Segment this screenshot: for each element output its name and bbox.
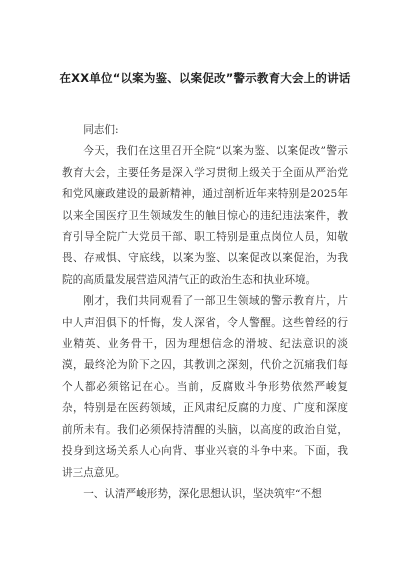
document-title: 在XX单位“以案为鉴、以案促改”警示教育大会上的讲话 (59, 71, 351, 85)
document-body (62, 120, 348, 505)
salutation: 同志们: (83, 124, 119, 136)
paragraph-1: 今天，我们在这里召开全院“以案为鉴、以案促改”警示教育大会，主要任务是深入学习贯彻上级关于全面从严治党和党风廉政建设的最新精神，通过剖析近年来特别是2025年以来全国医疗卫生领域发生的触目惊心的违纪违法案件，教育引导全院广大党员干部、职工特别是重点岗位人员，知敬畏、存戒惧、守底线，以案为鉴、以案促改以案促治，为我院的高质量发展营造风清气正的政治生态和执业环境。 (62, 145, 348, 286)
paragraph-2: 刚才，我们共同观看了一部卫生领域的警示教育片，片中人声泪俱下的忏悔，发人深省，令人警醒。这些曾经的行业精英、业务骨干，因为理想信念的滑坡、纪法意识的淡漠，最终沦为阶下之囚，其教训之深刻，代价之沉痛我们每个人都必须铭记在心。当前，反腐败斗争形势依然严峻复杂，特别是在医药领域，正风肃纪反腐的力度、广度和深度前所未有。我们必须保持清醒的头脑，以高度的政治自觉，投身到这场关系人心向背、事业兴衰的斗争中来。下面，我讲三点意见。 (62, 295, 348, 479)
paragraph-3: 一、认清严峻形势，深化思想认识，坚决筑牢“不想 (83, 487, 322, 500)
